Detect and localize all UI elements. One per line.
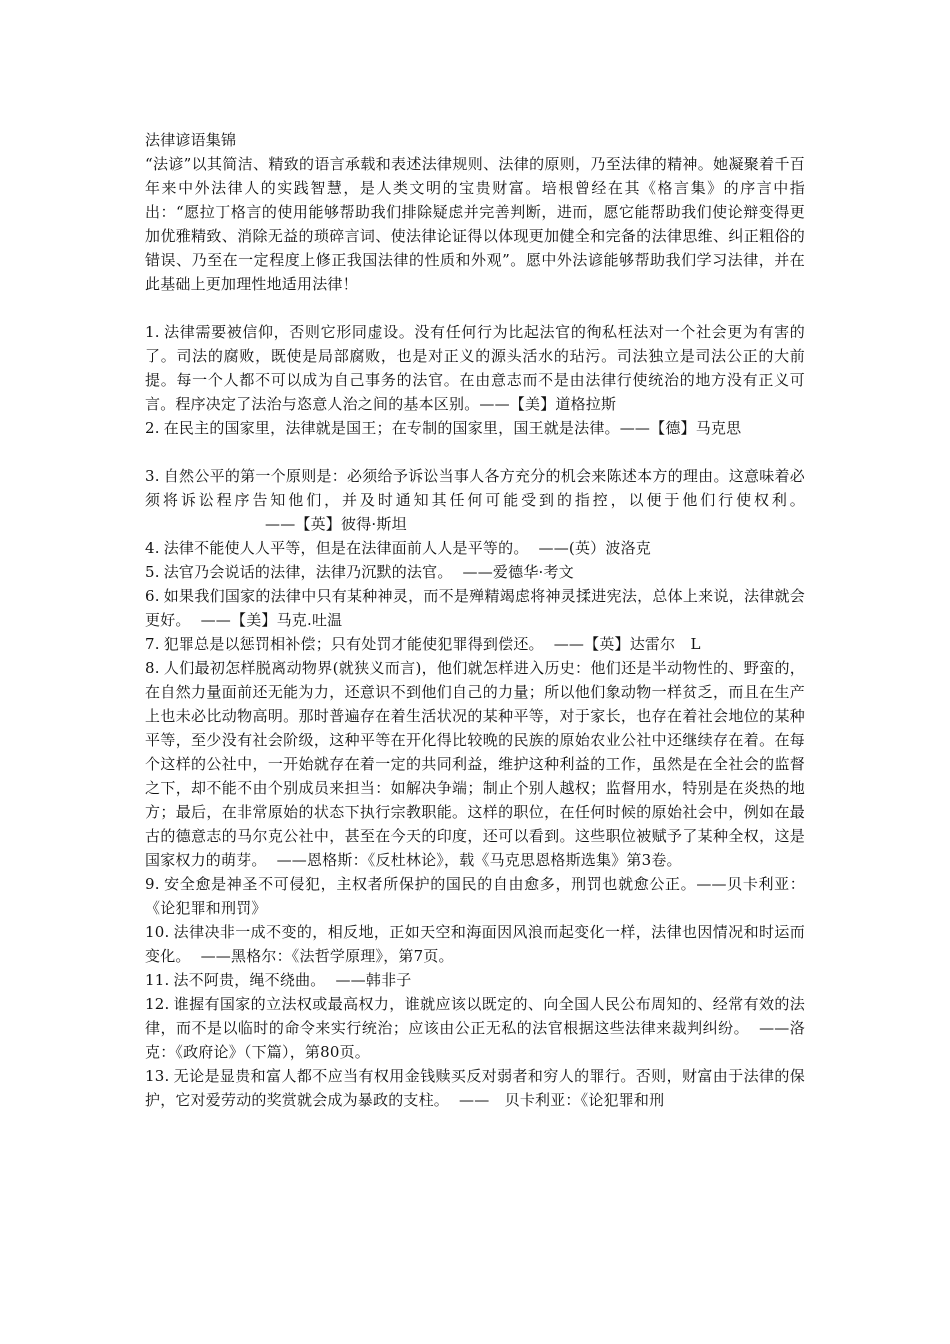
quote-text: 在民主的国家里，法律就是国王；在专制的国家里，国王就是法律。 <box>163 419 620 437</box>
quote-item <box>145 1064 805 1112</box>
quote-attribution: ——洛克：《政府论》（下篇），第80页。 <box>145 1019 805 1061</box>
quote-number: 6. <box>145 587 160 605</box>
quote-text: 自然公平的第一个原则是：必须给予诉讼当事人各方充分的机会来陈述本方的理由。这意味着必须将诉讼程序告知他们，并及时通知其任何可能受到的指控，以便于他们行使权利。 <box>145 467 805 509</box>
quote-text: 如果我们国家的法律中只有某种神灵，而不是殚精竭虑将神灵揉进宪法，总体上来说，法律就会更好。 <box>145 587 805 629</box>
quote-attribution: ——韩非子 <box>335 971 412 989</box>
quote-attribution: ——【德】马克思 <box>619 419 742 437</box>
quote-item <box>145 872 805 920</box>
quote-text: 人们最初怎样脱离动物界(就狭义而言)，他们就怎样进入历史：他们还是半动物性的、野蛮的，在自然力量面前还无能为力，还意识不到他们自己的力量；所以他们象动物一样贫乏，而且在生产上也未必比动物高明。那时普遍存在着生活状况的某种平等，对于家长，也存在着社会地位的某种平等，至少没有社会阶级，这种平等在开化得比较晚的民族的原始农业公社中还继续存在着。在每个这样的公社中，一开始就存在着一定的共同利益，维护这种利益的工作，虽然是在全社会的监督之下，却不能不由个别成员来担当：如解决争端；制止个别人越权；监督用水，特别是在炎热的地方；最后，在非常原始的状态下执行宗教职能。这样的职位，在任何时候的原始社会中，例如在最古的德意志的马尔克公社中，甚至在今天的印度，还可以看到。这些职位被赋予了某种全权，这是国家权力的萌芽。 <box>145 659 805 869</box>
quote-item <box>145 920 805 968</box>
quote-attribution: —— 贝卡利亚：《论犯罪和刑 <box>459 1091 665 1109</box>
quote-text: 法律决非一成不变的，相反地，正如天空和海面因风浪而起变化一样，法律也因情况和时运而变化。 <box>145 923 805 965</box>
quote-attribution: ——【美】马克.吐温 <box>200 611 343 629</box>
quote-number: 5. <box>145 563 160 581</box>
quote-attribution: ——贝卡利亚：《论犯罪和刑罚》 <box>145 875 805 917</box>
intro-paragraph: “法谚”以其简洁、精致的语言承载和表述法律规则、法律的原则，乃至法律的精神。她凝聚着千百年来中外法律人的实践智慧，是人类文明的宝贵财富。培根曾经在其《格言集》的序言中指出：“愿拉丁格言的使用能够帮助我们排除疑虑并完善判断，进而，愿它能帮助我们使论辩变得更加优雅精致、消除无益的琐碎言词、使法律论证得以体现更加健全和完备的法律思维、纠正粗俗的错误、乃至在一定程度上修正我国法律的性质和外观”。愿中外法谚能够帮助我们学习法律，并在此基础上更加理性地适用法律！ <box>145 155 805 293</box>
quote-attribution: ——【英】彼得·斯坦 <box>265 515 407 533</box>
quote-item <box>145 536 805 560</box>
quote-item <box>145 968 805 992</box>
quote-number: 3. <box>145 467 160 485</box>
quote-text: 法不阿贵，绳不绕曲。 <box>173 971 326 989</box>
quote-number: 9. <box>145 875 160 893</box>
quote-item <box>145 632 805 656</box>
quote-item <box>145 320 805 416</box>
quote-attribution: ——爱德华·考文 <box>462 563 574 581</box>
quote-attribution: ——【美】道格拉斯 <box>479 395 617 413</box>
document-page <box>145 128 805 1112</box>
quote-text: 法律需要被信仰，否则它形同虚设。没有任何行为比起法官的徇私枉法对一个社会更为有害的了。司法的腐败，既使是局部腐败，也是对正义的源头活水的玷污。司法独立是司法公正的大前提。每一个人都不可以成为自己事务的法官。在由意志而不是由法律行使统治的地方没有正义可言。程序决定了法治与恣意人治之间的基本区别。 <box>145 323 805 413</box>
quote-number: 2. <box>145 419 160 437</box>
quote-number: 8. <box>145 659 160 677</box>
quote-number: 10. <box>145 923 170 941</box>
quote-item <box>145 656 805 872</box>
quote-item <box>145 584 805 632</box>
quote-number: 12. <box>145 995 170 1013</box>
quote-attribution: ——黑格尔：《法哲学原理》，第7页。 <box>200 947 454 965</box>
quote-number: 4. <box>145 539 160 557</box>
quote-item <box>145 560 805 584</box>
quote-number: 1. <box>145 323 160 341</box>
document-title: 法律谚语集锦 <box>145 131 237 149</box>
quote-text: 犯罪总是以惩罚相补偿；只有处罚才能使犯罪得到偿还。 <box>163 635 544 653</box>
quote-item <box>145 992 805 1064</box>
quote-attribution: ——【英】达雷尔 L <box>553 635 701 653</box>
quote-text: 安全愈是神圣不可侵犯，主权者所保护的国民的自由愈多，刑罚也就愈公正。 <box>163 875 697 893</box>
blank-line <box>145 296 805 320</box>
quote-number: 7. <box>145 635 160 653</box>
quote-item <box>145 416 805 440</box>
quote-text: 法律不能使人人平等，但是在法律面前人人是平等的。 <box>163 539 529 557</box>
quote-item <box>145 464 805 536</box>
quote-number: 13. <box>145 1067 170 1085</box>
quote-text: 无论是显贵和富人都不应当有权用金钱赎买反对弱者和穷人的罪行。否则，财富由于法律的保护，它对爱劳动的奖赏就会成为暴政的支柱。 <box>145 1067 805 1109</box>
quote-text: 法官乃会说话的法律，法律乃沉默的法官。 <box>163 563 453 581</box>
quote-attribution: ——恩格斯：《反杜林论》，载《马克思恩格斯选集》第3卷。 <box>276 851 682 869</box>
quote-number: 11. <box>145 971 170 989</box>
quote-text: 谁握有国家的立法权或最高权力，谁就应该以既定的、向全国人民公布周知的、经常有效的法律，而不是以临时的命令来实行统治；应该由公正无私的法官根据这些法律来裁判纠纷。 <box>145 995 805 1037</box>
quote-attribution: ——(英）波洛克 <box>538 539 651 557</box>
blank-line <box>145 440 805 464</box>
